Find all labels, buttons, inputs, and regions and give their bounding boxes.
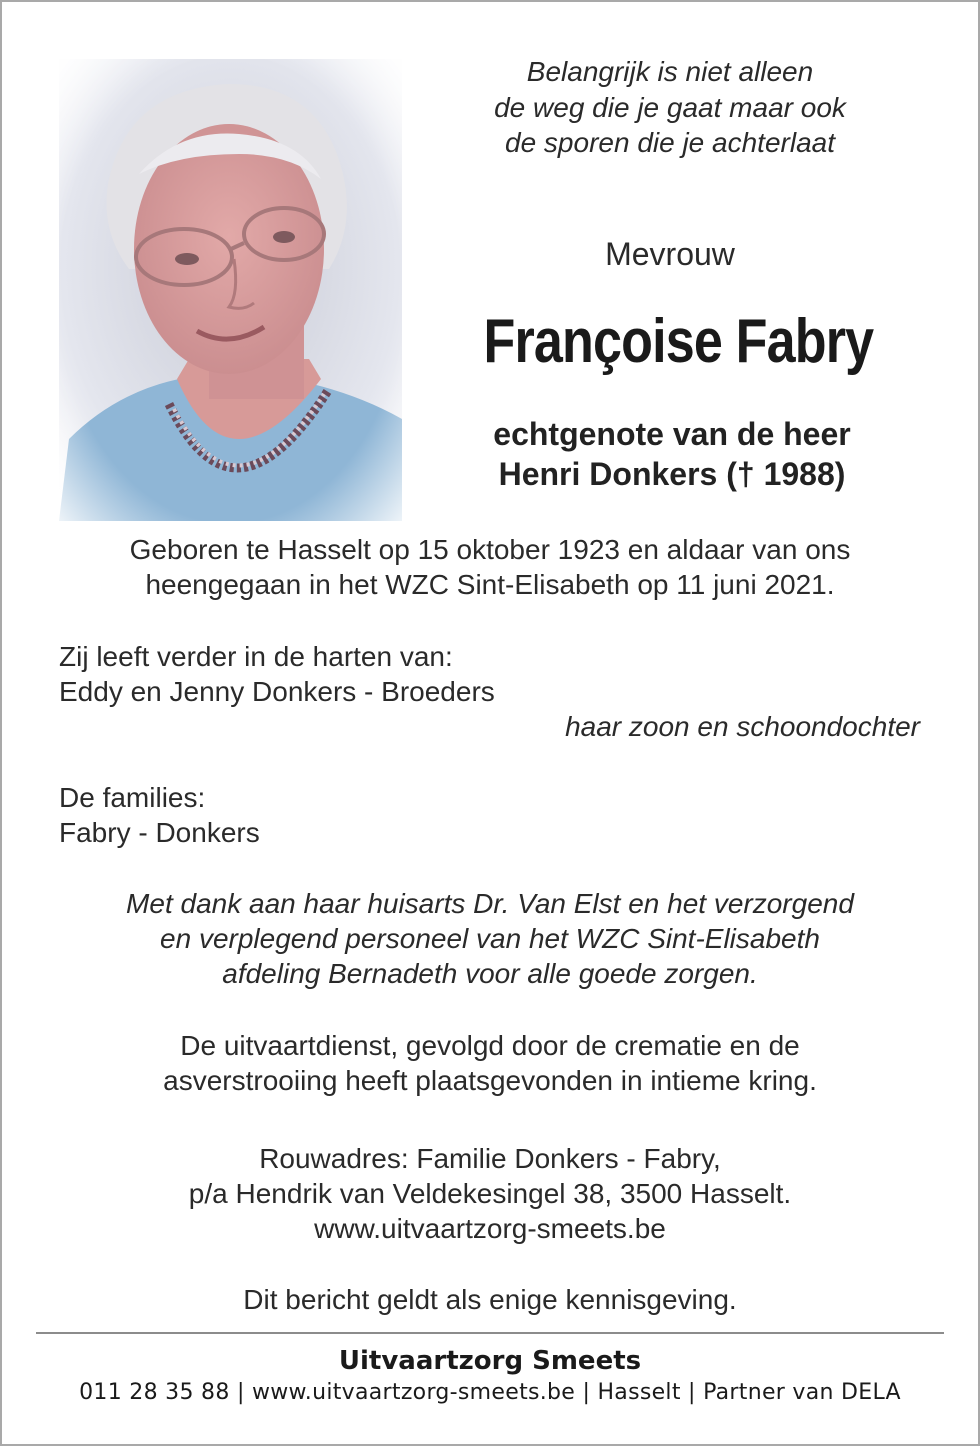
website-link[interactable]: www.uitvaartzorg-smeets.be [314, 1213, 666, 1244]
notice-text: Dit bericht geldt als enige kennisgeving. [243, 1284, 737, 1315]
spouse-line: Henri Donkers († 1988) [498, 456, 846, 492]
survivors-names: Eddy en Jenny Donkers - Broeders [59, 676, 495, 707]
address-line: p/a Hendrik van Veldekesingel 38, 3500 Hasselt. [188, 1178, 792, 1209]
thanks-line: Met dank aan haar huisarts Dr. Van Elst en het verzorgend [126, 888, 854, 919]
service-line: De uitvaartdienst, gevolgd door de crematie en de [180, 1030, 800, 1061]
deceased-name: Françoise Fabry [483, 307, 874, 376]
survivors-relation: haar zoon en schoondochter [565, 711, 920, 742]
footer-divider [36, 1332, 944, 1334]
poem-line: de sporen die je achterlaat [505, 127, 835, 158]
birth-line: heengegaan in het WZC Sint-Elisabeth op 11 juni 2021. [145, 569, 835, 600]
birth-death-text [40, 532, 940, 602]
funeral-home-name: Uitvaartzorg Smeets [338, 1346, 642, 1376]
thanks-line: afdeling Bernadeth voor alle goede zorgen. [222, 958, 758, 989]
spouse-info [430, 414, 914, 494]
survivors-intro: Zij leeft verder in de harten van: [59, 641, 453, 672]
poem [430, 54, 910, 161]
funeral-home-contact: 011 28 35 88 | www.uitvaartzorg-smeets.be | Hasselt | Partner van DELA [79, 1380, 901, 1405]
poem-line: de weg die je gaat maar ook [494, 91, 846, 123]
birth-line: Geboren te Hasselt op 15 oktober 1923 en aldaar van ons [129, 534, 851, 565]
service-line: asverstrooiing heeft plaatsgevonden in intieme kring. [163, 1065, 817, 1096]
portrait-illustration [59, 59, 402, 521]
mourning-address [40, 1141, 940, 1246]
families-names: Fabry - Donkers [59, 817, 260, 848]
families-intro: De families: [59, 782, 206, 813]
honorific: Mevrouw [605, 236, 735, 272]
spouse-line: echtgenote van de heer [493, 416, 851, 452]
thanks-line: en verplegend personeel van het WZC Sint-Elisabeth [160, 923, 820, 954]
portrait-photo [59, 59, 402, 521]
address-line: Rouwadres: Familie Donkers - Fabry, [259, 1143, 721, 1174]
service-text [40, 1028, 940, 1098]
poem-line: Belangrijk is niet alleen [526, 56, 814, 87]
thanks-text [40, 886, 940, 991]
